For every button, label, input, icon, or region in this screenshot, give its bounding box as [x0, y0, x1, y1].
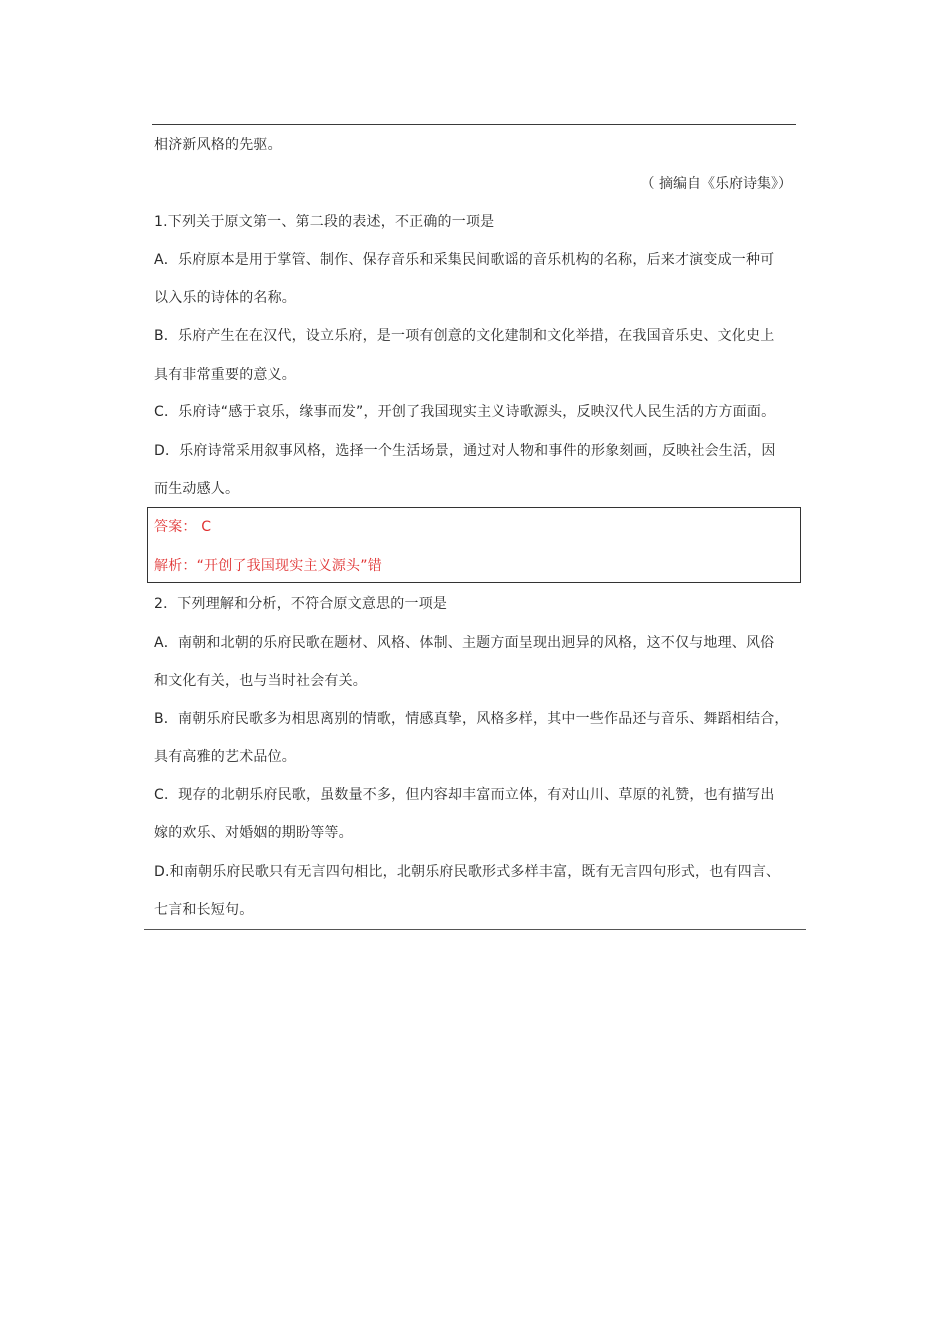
q2-option-d-line1: D.和南朝乐府民歌只有无言四句相比，北朝乐府民歌形式多样丰富，既有无言四句形式，也有四言、: [154, 864, 781, 880]
question-1-stem: 1.下列关于原文第一、第二段的表述，不正确的一项是: [154, 214, 495, 230]
q1-option-a-line1: A．乐府原本是用于掌管、制作、保存音乐和采集民间歌谣的音乐机构的名称，后来才演变成一种可: [154, 252, 775, 268]
q2-option-b-line1: B．南朝乐府民歌多为相思离别的情歌，情感真挚，风格多样，其中一些作品还与音乐、舞蹈相结合，: [154, 711, 789, 727]
question-2-stem: 2．下列理解和分析，不符合原文意思的一项是: [154, 596, 448, 612]
q2-option-b-line2: 具有高雅的艺术品位。: [154, 749, 296, 765]
source-note: （ 摘编自《乐府诗集》）: [640, 176, 792, 192]
q2-option-c-line1: C．现存的北朝乐府民歌，虽数量不多，但内容却丰富而立体，有对山川、草原的礼赞，也有描写出: [154, 787, 775, 803]
q1-answer: 答案： C: [154, 519, 212, 535]
q1-option-d-line1: D．乐府诗常采用叙事风格，选择一个生活场景，通过对人物和事件的形象刻画，反映社会生活，因: [154, 443, 776, 459]
q2-option-c-line2: 嫁的欢乐、对婚姻的期盼等等。: [154, 825, 353, 841]
q2-option-a-line2: 和文化有关，也与当时社会有关。: [154, 673, 367, 689]
bottom-rule: [144, 929, 806, 930]
q1-option-c-line1: C．乐府诗“感于哀乐，缘事而发”，开创了我国现实主义诗歌源头，反映汉代人民生活的方方面面。: [154, 404, 776, 420]
q1-option-a-line2: 以入乐的诗体的名称。: [154, 290, 296, 306]
q1-option-d-line2: 而生动感人。: [154, 481, 240, 497]
intro-tail-text: 相济新风格的先驱。: [154, 137, 282, 153]
q1-analysis: 解析：“开创了我国现实主义源头”错: [154, 558, 382, 574]
q2-option-a-line1: A．南朝和北朝的乐府民歌在题材、风格、体制、主题方面呈现出迥异的风格，这不仅与地理、风俗: [154, 635, 775, 651]
q2-option-d-line2: 七言和长短句。: [154, 902, 254, 918]
top-rule: [152, 124, 796, 125]
q1-option-b-line2: 具有非常重要的意义。: [154, 367, 296, 383]
q1-option-b-line1: B．乐府产生在在汉代，设立乐府，是一项有创意的文化建制和文化举措，在我国音乐史、文化史上: [154, 328, 775, 344]
